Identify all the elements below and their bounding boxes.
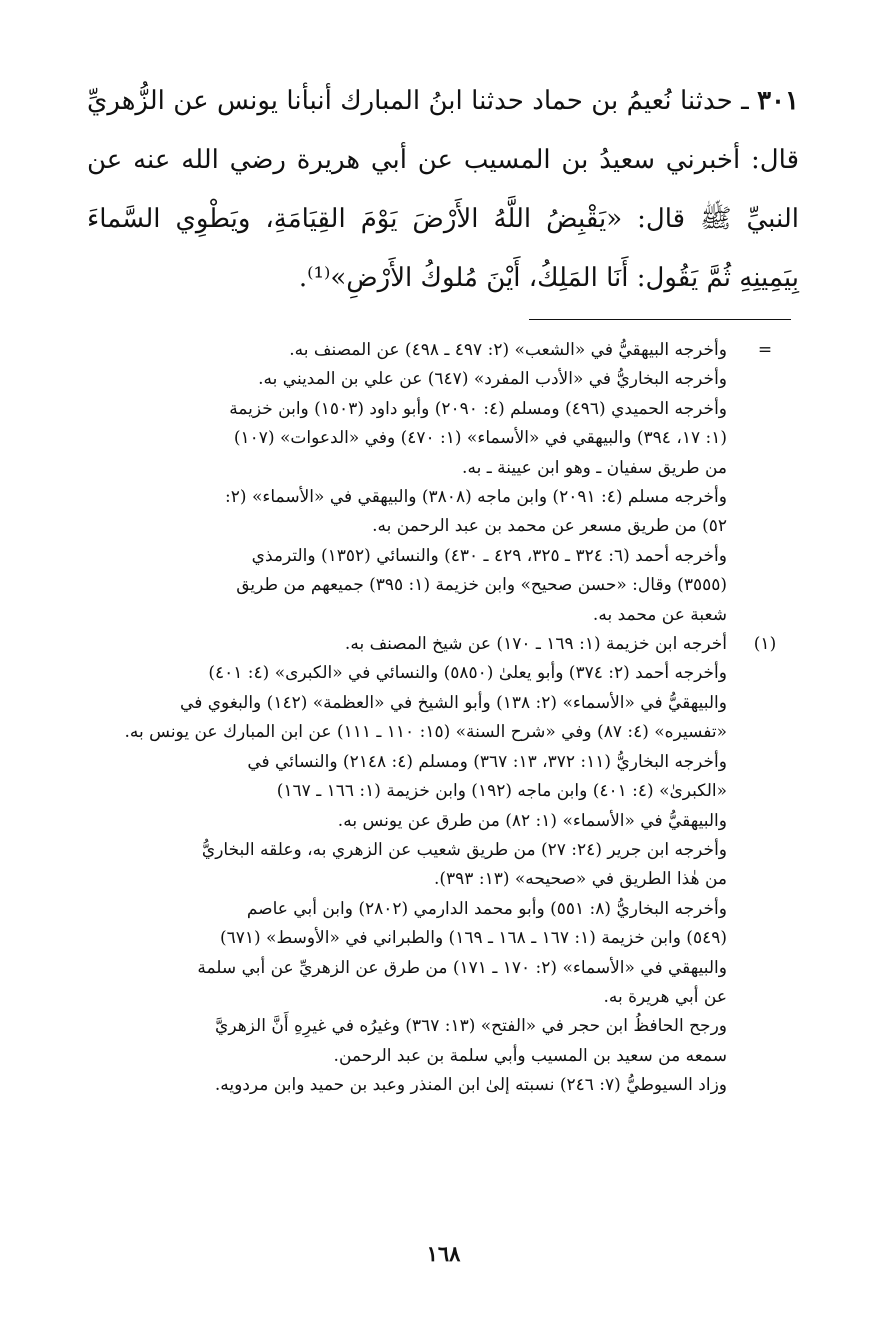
footnote-line: ورجح الحافظُ ابن حجر في «الفتح» (١٣: ٣٦٧) وغيرُه في غيرِهِ أَنَّ الزهريَّ — [215, 1016, 727, 1037]
footnotes — [87, 336, 799, 1101]
footnote-line: (٥٤٩) وابن خزيمة (١: ١٦٧ ـ ١٦٨ ـ ١٦٩) والطبراني في «الأوسط» (٦٧١) — [219, 928, 727, 949]
footnote-line: «تفسيره» (٤: ٨٧) وفي «شرح السنة» (١٥: ١١٠ ـ ١١١) عن ابن المبارك عن يونس به. — [124, 722, 727, 743]
footnote-line: وأخرجه البيهقيُّ في «الشعب» (٢: ٤٩٧ ـ ٤٩٨) عن المصنف به. — [289, 340, 727, 360]
hadith-number: ٣٠١ — [757, 86, 799, 116]
footnote-line: من هٰذا الطريق في «صحيحه» (١٣: ٣٩٣). — [433, 869, 727, 890]
page-number: ١٦٨ — [426, 1241, 461, 1266]
footnote-line: وأخرجه ابن جرير (٢٤: ٢٧) من طريق شعيب عن الزهري به، وعلقه البخاريُّ — [201, 839, 727, 860]
footnote-line: وأخرجه البخاريُّ (١١: ٣٧٢، ١٣: ٣٦٧) ومسلم (٤: ٢١٤٨) والنسائي في — [247, 751, 727, 772]
hadith-body: ـ حدثنا نُعيمُ بن حماد حدثنا ابنُ المبارك أنبأنا يونس عن الزُّهريِّ قال: أخبرني سعيدُ بن المسيب عن أبي هريرة رضي الله عنه عن النبيِّ ﷺ قال: «يَقْبِضُ اللَّهُ الأَرْضَ يَوْمَ القِيَامَةِ، ويَطْوِي السَّماءَ بِيَمِينِهِ ثُمَّ يَقُول: أَنَا المَلِكُ، أَيْنَ مُلوكُ الأَرْضِ»⁽¹⁾. — [87, 86, 799, 293]
footnote-line: وزاد السيوطيُّ (٧: ٢٤٦) نسبته إلىٰ ابن المنذر وعبد بن حميد وابن مردويه. — [214, 1075, 727, 1096]
footnote-line: والبيهقيُّ في «الأسماء» (١: ٨٢) من طرق عن يونس به. — [337, 810, 727, 831]
footnote-marker: (١) — [753, 634, 777, 655]
footnote-marker: = — [757, 340, 773, 360]
footnote-line: أخرجه ابن خزيمة (١: ١٦٩ ـ ١٧٠) عن شيخ المصنف به. — [344, 634, 727, 655]
footnote-line: عن أبي هريرة به. — [603, 986, 727, 1007]
footnote-line: شعبة عن محمد به. — [592, 604, 727, 625]
footnote-line: وأخرجه أحمد (٢: ٣٧٤) وأبو يعلىٰ (٥٨٥٠) والنسائي في «الكبرى» (٤: ٤٠١) — [208, 663, 727, 684]
footnote-line: وأخرجه الحميدي (٤٩٦) ومسلم (٤: ٢٠٩٠) وأبو داود (١٥٠٣) وابن خزيمة — [229, 398, 727, 419]
footnote-line: (١: ١٧، ٣٩٤) والبيهقي في «الأسماء» (١: ٤٧٠) وفي «الدعوات» (١٠٧) — [233, 428, 727, 449]
footnote-line: وأخرجه البخاريُّ في «الأدب المفرد» (٦٤٧) عن علي بن المديني به. — [258, 369, 727, 390]
footnote-line: وأخرجه أحمد (٦: ٣٢٤ ـ ٣٢٥، ٤٢٩ ـ ٤٣٠) والنسائي (١٣٥٢) والترمذي — [251, 545, 727, 566]
footnote-line: (٣٥٥٥) وقال: «حسن صحيح» وابن خزيمة (١: ٣٩٥) جميعهم من طريق — [236, 575, 727, 596]
footnote-line: وأخرجه مسلم (٤: ٢٠٩١) وابن ماجه (٣٨٠٨) والبيهقي في «الأسماء» (٢: — [225, 487, 727, 508]
footnote-line: من طريق سفيان ـ وهو ابن عيينة ـ به. — [462, 457, 727, 478]
footnote-line: سمعه من سعيد بن المسيب وأبي سلمة بن عبد الرحمن. — [333, 1045, 727, 1066]
footnote-1 — [87, 630, 799, 1101]
footnote-line: والبيهقي في «الأسماء» (٢: ١٧٠ ـ ١٧١) من طرق عن الزهريِّ عن أبي سلمة — [197, 957, 727, 978]
footnote-line: والبيهقيُّ في «الأسماء» (٢: ١٣٨) وأبو الشيخ في «العظمة» (١٤٢) والبغوي في — [180, 692, 727, 713]
footnote-line: «الكبرىٰ» (٤: ٤٠١) وابن ماجه (١٩٢) وابن خزيمة (١: ١٦٦ ـ ١٦٧) — [276, 781, 727, 802]
footnote-continuation — [87, 336, 799, 630]
footnote-line: ٥٢) من طريق مسعر عن محمد بن عبد الرحمن به. — [372, 516, 727, 537]
footnote-line: وأخرجه البخاريُّ (٨: ٥٥١) وأبو محمد الدارمي (٢٨٠٢) وابن أبي عاصم — [246, 898, 727, 919]
hadith-text — [87, 72, 799, 308]
footnote-separator — [529, 319, 791, 320]
